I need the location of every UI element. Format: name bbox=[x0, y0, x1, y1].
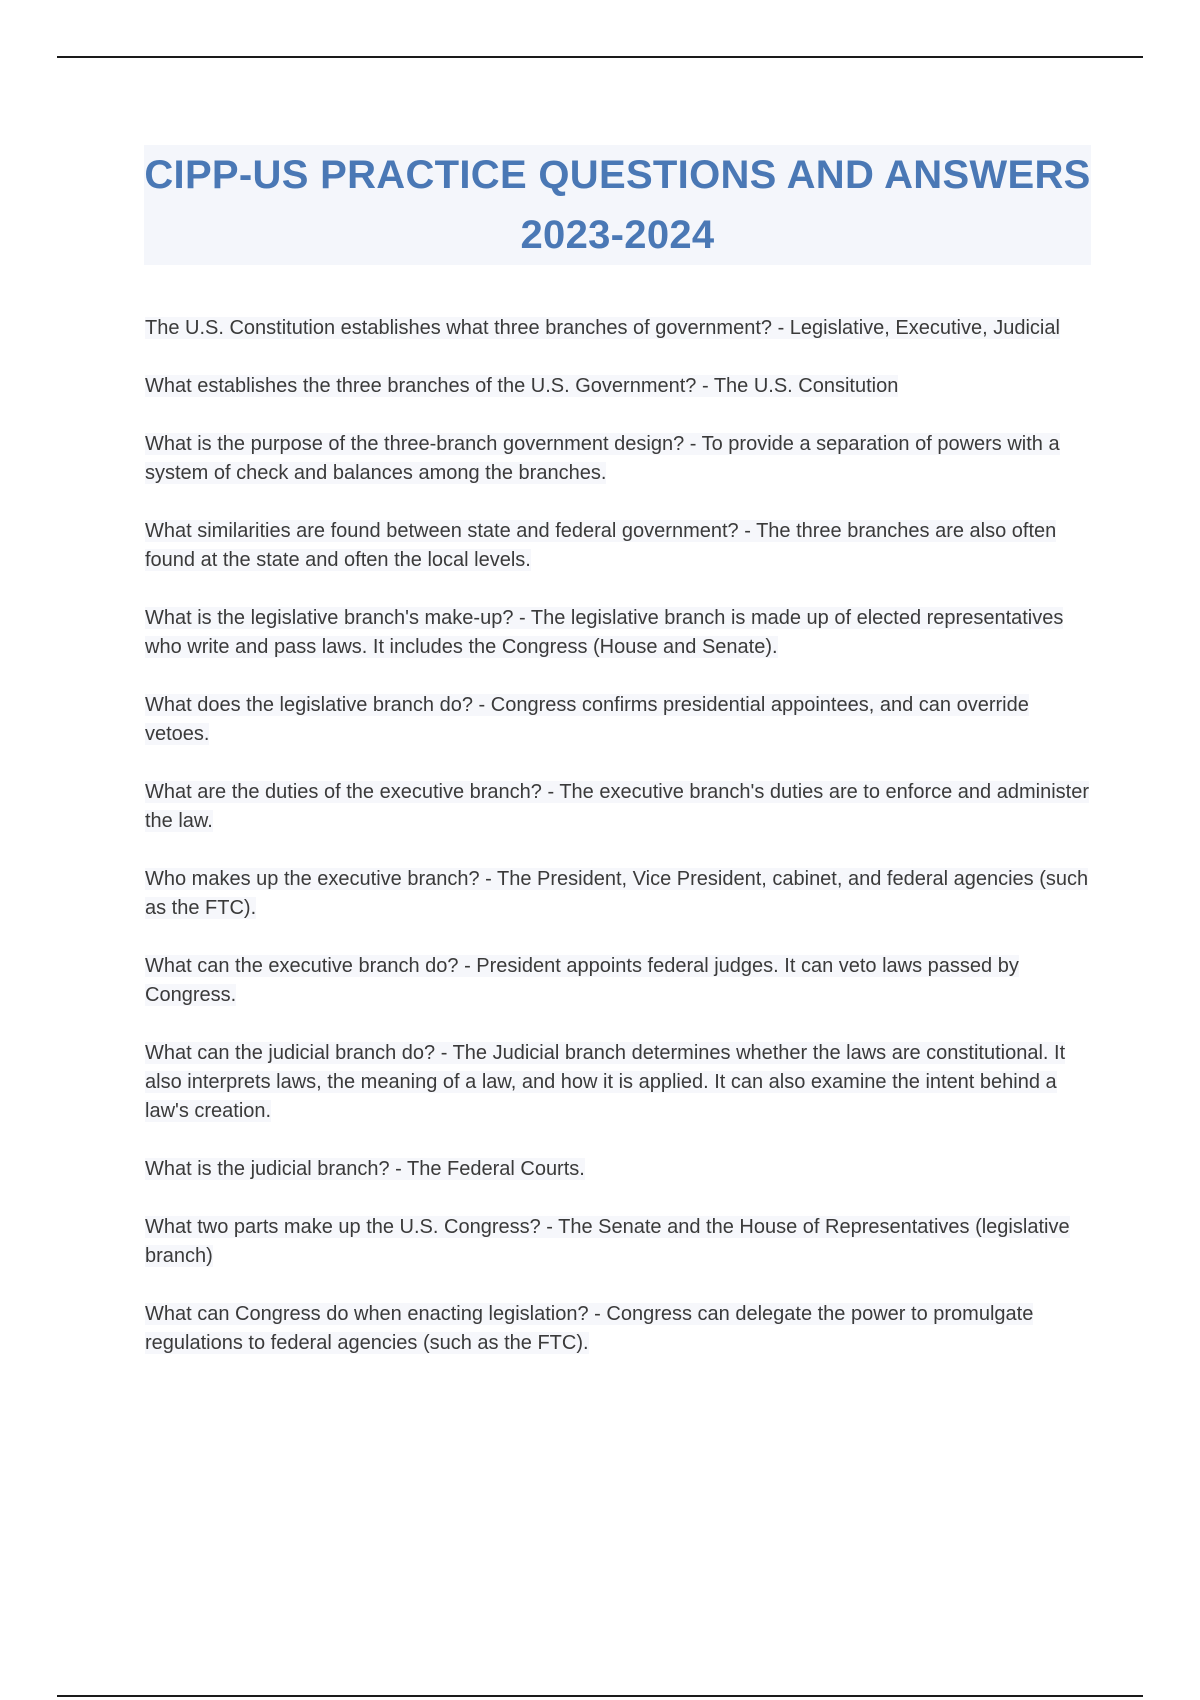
qa-text: What can the judicial branch do? - The Judicial branch determines whether the laws are constitutional. It also interprets laws, the meaning of a law, and how it is applied. It can also examine the intent behind a law's creation. bbox=[145, 1042, 1066, 1122]
qa-text: What two parts make up the U.S. Congress? - The Senate and the House of Representatives (legislative branch) bbox=[145, 1216, 1070, 1267]
qa-text: What is the judicial branch? - The Federal Courts. bbox=[145, 1158, 585, 1180]
qa-text: Who makes up the executive branch? - The President, Vice President, cabinet, and federal agencies (such as the FTC). bbox=[145, 868, 1089, 919]
qa-item bbox=[145, 1039, 1095, 1126]
qa-item bbox=[145, 430, 1095, 488]
qa-text: What are the duties of the executive branch? - The executive branch's duties are to enforce and administer the law. bbox=[145, 781, 1089, 832]
qa-item bbox=[145, 1213, 1095, 1271]
page-title bbox=[144, 145, 1090, 265]
qa-item bbox=[145, 865, 1095, 923]
qa-item bbox=[145, 1155, 1095, 1184]
bottom-rule bbox=[57, 1695, 1143, 1697]
qa-text: What similarities are found between state and federal government? - The three branches are also often found at the state and often the local levels. bbox=[145, 520, 1057, 571]
qa-item bbox=[145, 604, 1095, 662]
qa-text: What is the legislative branch's make-up? - The legislative branch is made up of elected representatives who write and pass laws. It includes the Congress (House and Senate). bbox=[145, 607, 1064, 658]
qa-item bbox=[145, 778, 1095, 836]
qa-text: The U.S. Constitution establishes what three branches of government? - Legislative, Executive, Judicial bbox=[145, 317, 1060, 339]
qa-item bbox=[145, 517, 1095, 575]
qa-text: What establishes the three branches of the U.S. Government? - The U.S. Consitution bbox=[145, 375, 899, 397]
title-block bbox=[144, 145, 1091, 265]
qa-item bbox=[145, 952, 1095, 1010]
qa-text: What is the purpose of the three-branch government design? - To provide a separation of powers with a system of check and balances among the branches. bbox=[145, 433, 1060, 484]
qa-item bbox=[145, 1300, 1095, 1358]
qa-list bbox=[145, 314, 1095, 1387]
qa-item bbox=[145, 691, 1095, 749]
title-line-1: CIPP-US PRACTICE QUESTIONS AND ANSWERS bbox=[144, 153, 1091, 197]
qa-item bbox=[145, 372, 1095, 401]
qa-text: What does the legislative branch do? - Congress confirms presidential appointees, and can override vetoes. bbox=[145, 694, 1029, 745]
top-rule bbox=[57, 56, 1143, 58]
qa-text: What can the executive branch do? - President appoints federal judges. It can veto laws passed by Congress. bbox=[145, 955, 1019, 1006]
title-line-2: 2023-2024 bbox=[520, 213, 715, 257]
qa-text: What can Congress do when enacting legislation? - Congress can delegate the power to promulgate regulations to federal agencies (such as the FTC). bbox=[145, 1303, 1034, 1354]
qa-item bbox=[145, 314, 1095, 343]
